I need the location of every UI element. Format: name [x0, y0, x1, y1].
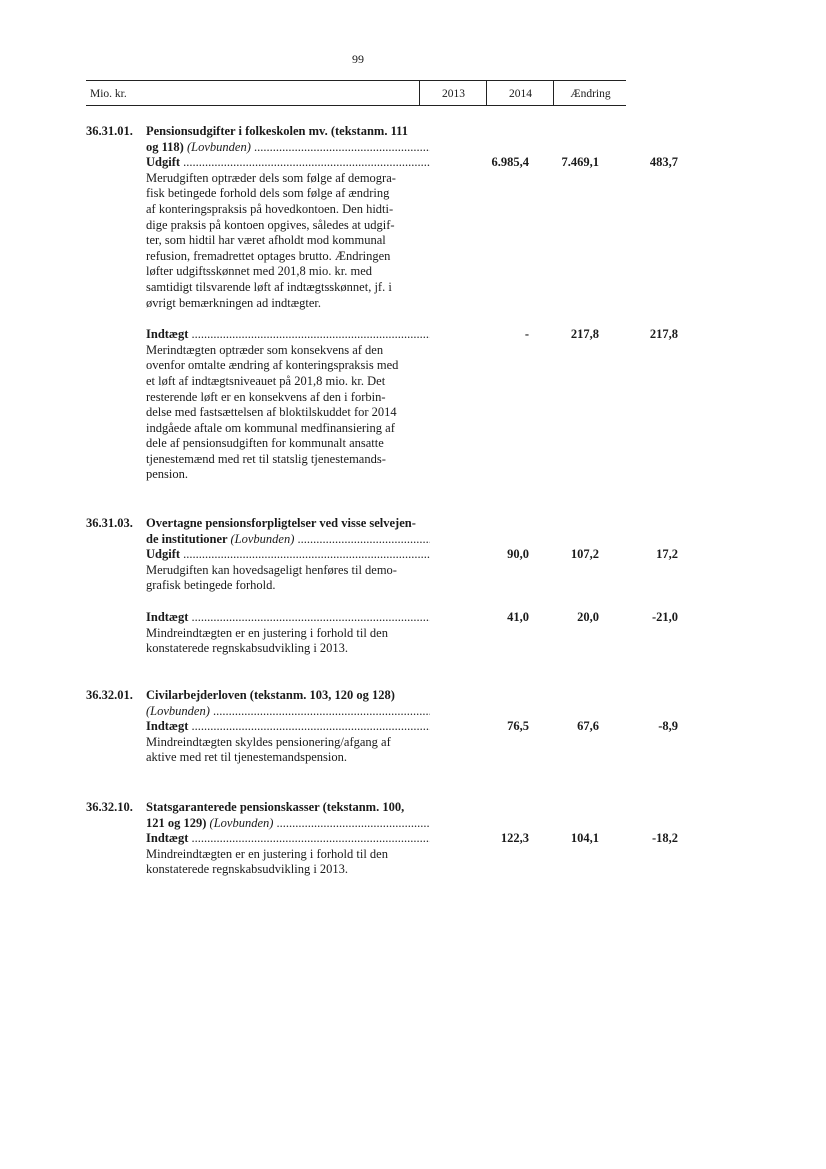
item-label: Udgift .....: [146, 547, 430, 563]
title-note: (Lovbunden): [230, 531, 295, 546]
item-values: [430, 327, 686, 343]
description-line: fisk betingede forhold dels som følge af ændring: [146, 186, 390, 201]
column-2013: 2013: [419, 81, 487, 105]
description-line: Merudgiften kan hovedsageligt henføres til demo-: [146, 562, 397, 577]
value-change: -21,0: [651, 609, 678, 624]
spacer: [146, 594, 430, 610]
item-description: [146, 626, 430, 657]
item-values: [430, 831, 686, 847]
description-line: Mindreindtægten er en justering i forhold til den: [146, 625, 388, 640]
value-2014: 104,1: [570, 831, 599, 846]
value-change: -8,9: [658, 719, 678, 734]
item-label: Indtægt .....: [146, 327, 430, 343]
description-line: Mindreindtægten er en justering i forhold til den: [146, 846, 388, 861]
item-values: [430, 155, 686, 171]
description-line: delse med fastsættelsen af bloktilskuddet for 2014: [146, 405, 397, 420]
value-2013: 6.985,4: [491, 155, 529, 170]
title-line: Statsgaranterede pensionskasser (tekstanm. 100,: [146, 800, 405, 814]
description-line: dele af pensionsudgiften for kommunalt ansatte: [146, 436, 384, 451]
value-change: 483,7: [649, 155, 678, 170]
title-last-line: og 118) (Lovbunden) .....: [146, 140, 430, 156]
item-label: Indtægt .....: [146, 831, 430, 847]
description-line: af konteringspraksis på hovedkontoen. Den hidti-: [146, 201, 394, 216]
value-2013: -: [524, 327, 529, 342]
value-2014: 67,6: [577, 719, 599, 734]
entry-body: [146, 516, 678, 657]
entry-item: [146, 609, 678, 657]
value-2014: 107,2: [570, 547, 599, 562]
entry-title: [146, 800, 430, 831]
title-line: Pensionsudgifter i folkeskolen mv. (tekstanm. 111: [146, 124, 408, 138]
entry-item: [146, 719, 678, 766]
description-line: Merudgiften optræder dels som følge af demogra-: [146, 170, 396, 185]
item-label: Indtægt .....: [146, 610, 430, 626]
entry-item: [146, 547, 678, 594]
item-values: [430, 547, 686, 563]
value-2013: 76,5: [507, 719, 529, 734]
entry-title: [146, 516, 430, 547]
item-description: [146, 735, 430, 766]
value-change: 17,2: [656, 547, 678, 562]
entry-item: [146, 831, 678, 878]
description-line: konstaterede regnskabsudvikling i 2013.: [146, 641, 349, 656]
entry-title: [146, 124, 430, 155]
title-line: Overtagne pensionsforpligtelser ved visse selvejen-: [146, 516, 416, 530]
description-line: pension.: [146, 467, 189, 482]
entry-body: [146, 124, 678, 483]
item-description: [146, 343, 430, 483]
value-2013: 90,0: [507, 547, 529, 562]
value-2014: 7.469,1: [561, 155, 599, 170]
item-values: [430, 610, 686, 626]
description-line: resterende løft er en konsekvens af den i forbin-: [146, 389, 386, 404]
description-line: refusion, fremadrettet optages brutto. Ændringen: [146, 248, 391, 263]
description-line: ter, som hidtil har været afholdt mod kommunal: [146, 233, 386, 248]
table-header: [86, 80, 626, 106]
title-line: Civilarbejderloven (tekstanm. 103, 120 og 128): [146, 688, 395, 702]
item-label: Udgift .....: [146, 155, 430, 171]
item-label: Indtægt .....: [146, 719, 430, 735]
page-number: 99: [352, 52, 364, 66]
entry-body: [146, 688, 678, 766]
entry-code: 36.32.01.: [86, 688, 133, 702]
description-line: Merindtægten optræder som konsekvens af den: [146, 342, 384, 357]
value-change: -18,2: [651, 831, 678, 846]
entry-code: 36.32.10.: [86, 800, 133, 814]
value-2014: 217,8: [570, 327, 599, 342]
title-note: (Lovbunden): [209, 815, 274, 830]
description-line: grafisk betingede forhold.: [146, 578, 276, 593]
item-values: [430, 719, 686, 735]
value-2013: 122,3: [500, 831, 529, 846]
value-2014: 20,0: [577, 609, 599, 624]
item-description: [146, 171, 430, 311]
description-line: tjenestemænd med ret til statslig tjenestemands-: [146, 451, 386, 466]
entry-code: 36.31.03.: [86, 516, 133, 530]
entry-code: 36.31.01.: [86, 124, 133, 138]
column-change: Ændring: [553, 81, 627, 105]
description-line: indgåede aftale om kommunal medfinansiering af: [146, 420, 395, 435]
title-note: (Lovbunden): [146, 703, 210, 718]
description-line: et løft af indtægtsniveauet på 201,8 mio. kr. Det: [146, 373, 386, 388]
description-line: øvrigt bemærkningen ad indtægter.: [146, 295, 321, 310]
column-2014: 2014: [486, 81, 554, 105]
unit-label: Mio. kr.: [90, 88, 127, 100]
title-last-line: [146, 704, 430, 720]
value-change: 217,8: [649, 327, 678, 342]
description-line: dige praksis på kontoen opgives, således at udgif-: [146, 217, 395, 232]
description-line: konstaterede regnskabsudvikling i 2013.: [146, 862, 349, 877]
entry-item: [146, 155, 678, 311]
entry-item: [146, 327, 678, 483]
title-note: (Lovbunden): [186, 139, 251, 154]
spacer: [146, 311, 430, 327]
description-line: ovenfor omtalte ændring af konteringspraksis med: [146, 358, 399, 373]
description-line: samtidigt tilsvarende løft af indtægtsskønnet, jf. i: [146, 279, 392, 294]
item-description: [146, 563, 430, 594]
title-last-line: de institutioner (Lovbunden) .....: [146, 532, 430, 548]
value-2013: 41,0: [507, 609, 529, 624]
description-line: Mindreindtægten skyldes pensionering/afgang af: [146, 734, 391, 749]
item-description: [146, 847, 430, 878]
description-line: aktive med ret til tjenestemandspension.: [146, 750, 347, 765]
entry-body: [146, 800, 678, 878]
title-last-line: 121 og 129) (Lovbunden) .....: [146, 816, 430, 832]
description-line: løfter udgiftsskønnet med 201,8 mio. kr. med: [146, 264, 373, 279]
entry-title: [146, 688, 430, 719]
